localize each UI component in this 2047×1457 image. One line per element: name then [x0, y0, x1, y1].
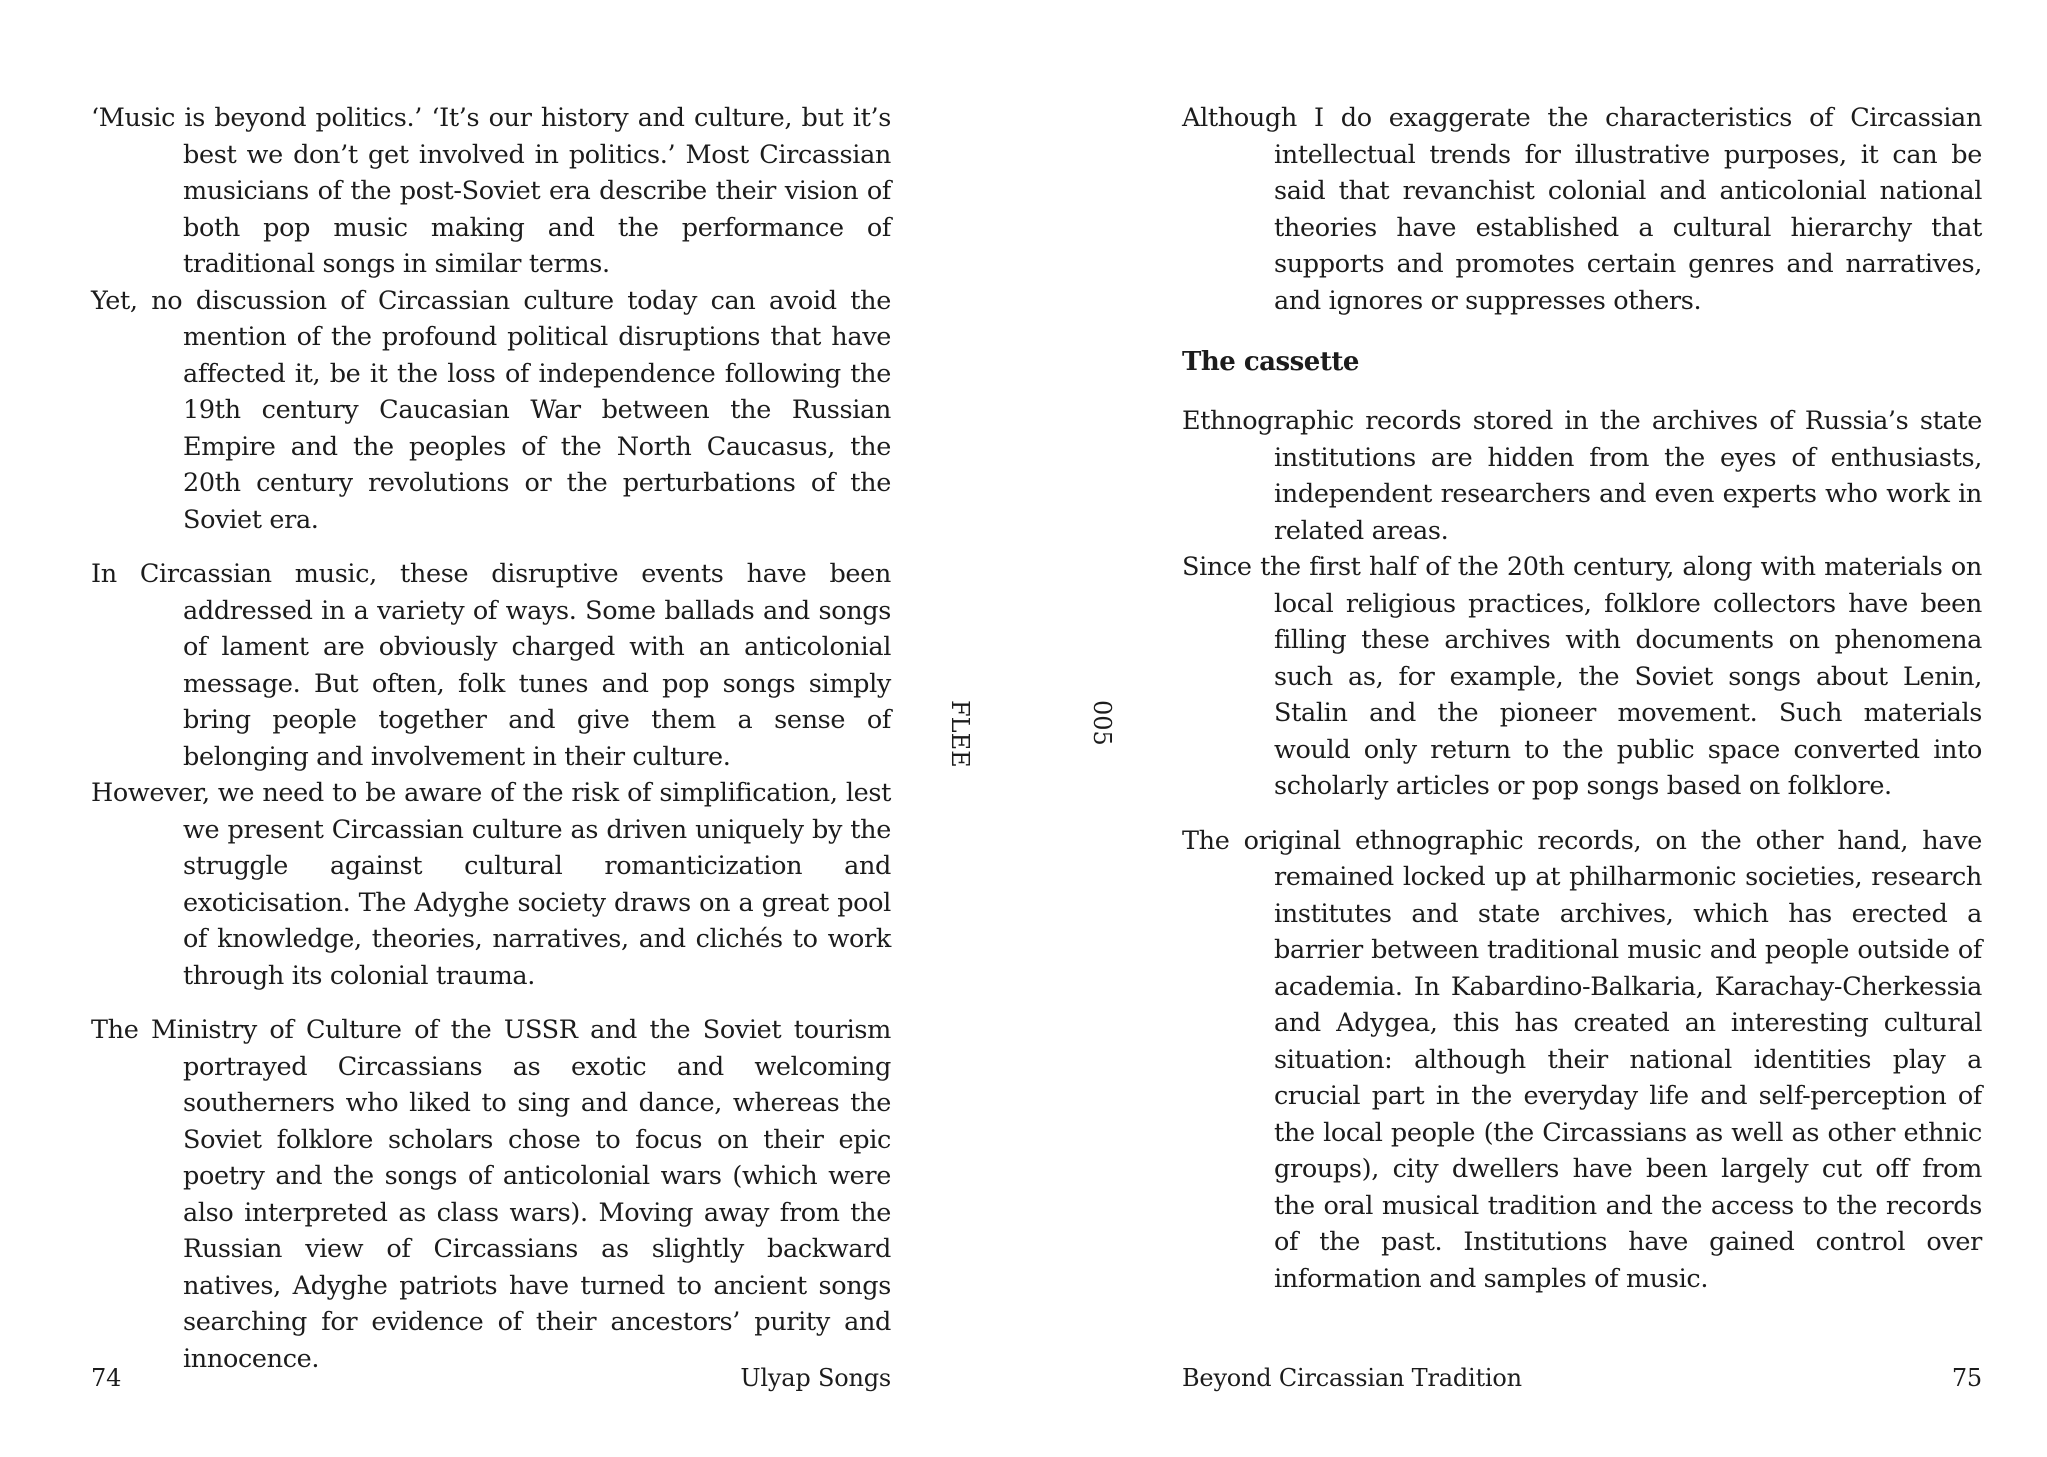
right-paragraph-3: The original ethnographic records, on the other hand, have remained locked up at philharmonic societies, research institutes and state archives, which has erected a barrier between traditional music and people outside of academia. In Kabardino-Balkaria, Karachay-Cherkessia and Adygea, this has created an interesting cultural situation: although their national identities play a crucial part in the everyday life and self-perception of the local people (the Circassians as well as other ethnic groups), city dwellers have been largely cut off from the oral musical tradition and the access to the records of the past. Institutions have gained control over information and samples of music.: [1182, 825, 1982, 1294]
right-text-column: [1182, 100, 1982, 1297]
left-paragraph-4: However, we need to be aware of the risk of simplification, lest we present Circassian culture as driven uniquely by the struggle against cultural romanticization and exoticisation. The Adyghe society draws on a great pool of knowledge, theories, narratives, and clichés to work through its colonial trauma.: [91, 778, 891, 991]
left-running-title: Ulyap Songs: [740, 1364, 891, 1392]
left-paragraph-3: In Circassian music, these disruptive events have been addressed in a variety of ways. Some ballads and songs of lament are obviously charged with an anticolonial message. But often, folk tunes and pop songs simply bring people together and give them a sense of belonging and involvement in their culture.: [91, 559, 891, 772]
spine-label-flee: FLEE: [946, 700, 974, 768]
right-footer: [1182, 1358, 1982, 1398]
left-page: [91, 0, 891, 1457]
left-paragraph-5: The Ministry of Culture of the USSR and the Soviet tourism portrayed Circassians as exotic and welcoming southerners who liked to sing and dance, whereas the Soviet folklore scholars chose to focus on their epic poetry and the songs of anticolonial wars (which were also interpreted as class wars). Moving away from the Russian view of Circassians as slightly backward natives, Adyghe patriots have turned to ancient songs searching for evidence of their ancestors’ purity and innocence.: [91, 1015, 891, 1374]
spine-label-issue: 005: [1088, 700, 1116, 746]
section-heading: The cassette: [1182, 347, 1359, 377]
left-text-column: [91, 100, 891, 1377]
right-paragraph-2: Since the first half of the 20th century, along with materials on local religious practices, folklore collectors have been filling these archives with documents on phenomena such as, for example, the Soviet songs about Lenin, Stalin and the pioneer movement. Such materials would only return to the public space converted into scholarly articles or pop songs based on folklore.: [1182, 552, 1982, 801]
right-page: [1182, 0, 1982, 1457]
right-page-number: 75: [1951, 1364, 1982, 1392]
left-footer: [91, 1358, 891, 1398]
left-page-number: 74: [91, 1364, 122, 1392]
right-intro-paragraph: Although I do exaggerate the characteristics of Circassian intellectual trends for illustrative purposes, it can be said that revanchist colonial and anticolonial national theories have established a cultural hierarchy that supports and promotes certain genres and narratives, and ignores or suppresses others.: [1182, 103, 1982, 316]
right-paragraph-1: Ethnographic records stored in the archives of Russia’s state institutions are hidden from the eyes of enthusiasts, independent researchers and even experts who work in related areas.: [1182, 406, 1982, 546]
right-running-title: Beyond Circassian Tradition: [1182, 1364, 1522, 1392]
left-paragraph-1: ‘Music is beyond politics.’ ‘It’s our history and culture, but it’s best we don’t get involved in politics.’ Most Circassian musicians of the post-Soviet era describe their vision of both pop music making and the performance of traditional songs in similar terms.: [91, 103, 891, 279]
left-paragraph-2: Yet, no discussion of Circassian culture today can avoid the mention of the profound political disruptions that have affected it, be it the loss of independence following the 19th century Caucasian War between the Russian Empire and the peoples of the North Caucasus, the 20th century revolutions or the perturbations of the Soviet era.: [91, 285, 891, 535]
